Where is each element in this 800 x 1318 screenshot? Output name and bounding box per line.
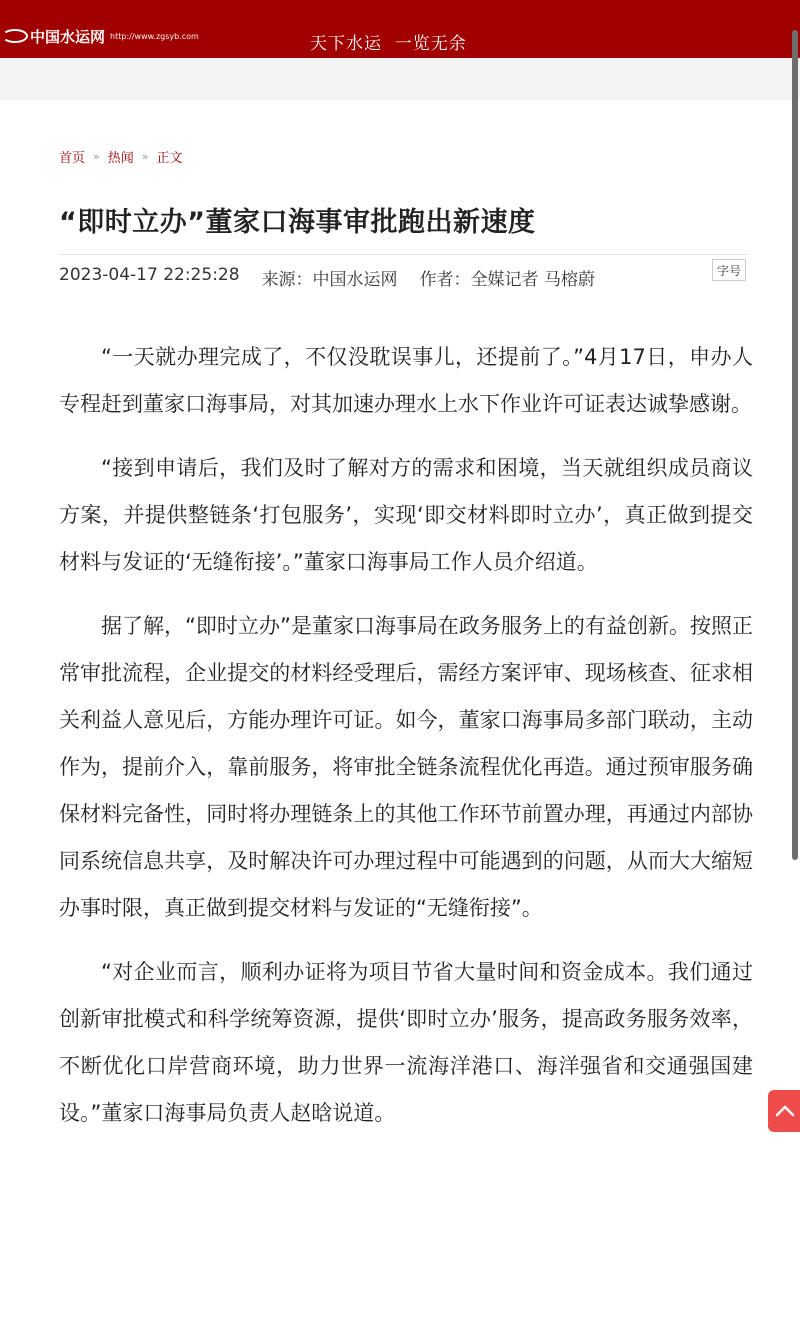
font-size-button[interactable]: 字号 xyxy=(712,259,746,281)
article-datetime: 2023-04-17 22:25:28 xyxy=(59,265,240,285)
top-header-bar xyxy=(0,0,800,58)
breadcrumb-separator: » xyxy=(93,150,100,163)
site-slogan: 天下水运 一览无余 xyxy=(310,34,467,54)
header-spacer xyxy=(0,58,800,100)
article-author: 作者：全媒记者 马榕蔚 xyxy=(419,270,595,290)
back-to-top-button[interactable] xyxy=(768,1090,800,1132)
breadcrumb-separator: » xyxy=(141,150,149,163)
site-logo[interactable] xyxy=(0,26,199,46)
title-divider xyxy=(59,254,748,255)
breadcrumb xyxy=(59,147,183,166)
site-name: 中国水运网 xyxy=(30,27,106,46)
article-meta xyxy=(59,265,617,290)
article-source: 来源：中国水运网 xyxy=(261,270,398,290)
article-paragraph: “一天就办理完成了，不仅没耽误事儿，还提前了。”4月17日，申办人专程赶到董家口海事局，对其加速办理水上水下作业许可证表达诚挚感谢。 xyxy=(59,345,753,416)
breadcrumb-home-link[interactable]: 首页 xyxy=(59,151,86,166)
article-paragraph: “对企业而言，顺利办证将为项目节省大量时间和资金成本。我们通过创新审批模式和科学统筹资源，提供‘即时立办’服务，提高政务服务效率，不断优化口岸营商环境，助力世界一流海洋港口、海洋强省和交通强国建设。”董家口海事局负责人赵晗说道。 xyxy=(59,960,753,1125)
chevron-up-icon xyxy=(773,1099,797,1123)
page-scrollbar[interactable] xyxy=(792,30,798,860)
article-paragraph: “接到申请后，我们及时了解对方的需求和困境，当天就组织成员商议方案，并提供整链条‘打包服务’，实现‘即交材料即时立办’，真正做到提交材料与发证的‘无缝衔接’。”董家口海事局工作人员介绍道。 xyxy=(59,456,753,574)
logo-icon xyxy=(2,29,28,43)
article-title: “即时立办”董家口海事审批跑出新速度 xyxy=(59,207,536,238)
article-paragraph: 据了解，“即时立办”是董家口海事局在政务服务上的有益创新。按照正常审批流程，企业提交的材料经受理后，需经方案评审、现场核查、征求相关利益人意见后，方能办理许可证。如今，董家口海事局多部门联动，主动作为，提前介入，靠前服务，将审批全链条流程优化再造。通过预审服务确保材料完备性，同时将办理链条上的其他工作环节前置办理，再通过内部协同系统信息共享，及时解决许可办理过程中可能遇到的问题，从而大大缩短办事时限，真正做到提交材料与发证的“无缝衔接”。 xyxy=(59,614,753,920)
site-url: http://www.zgsyb.com xyxy=(110,31,199,41)
breadcrumb-section-link[interactable]: 热闻 xyxy=(107,151,134,166)
breadcrumb-current[interactable]: 正文 xyxy=(156,151,183,166)
article-body xyxy=(59,334,753,1154)
